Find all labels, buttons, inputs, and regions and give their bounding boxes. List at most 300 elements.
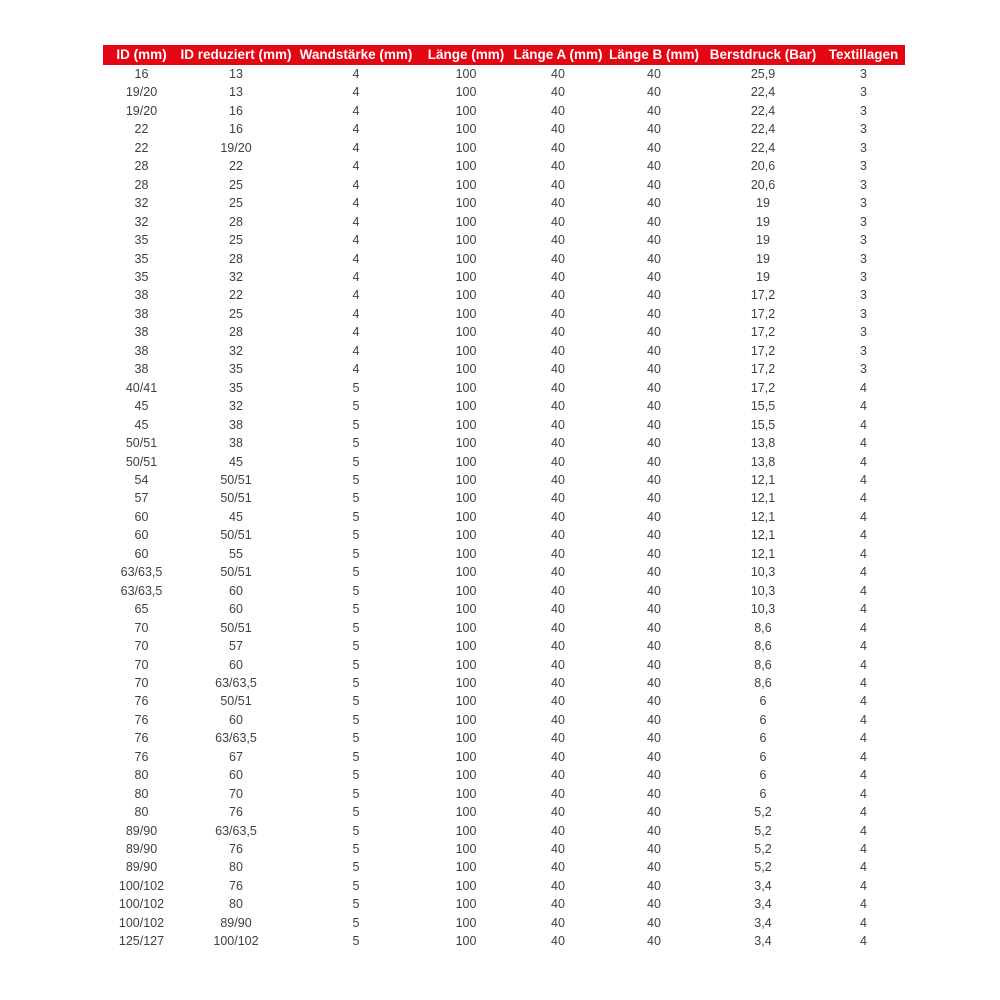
- table-cell: 4: [860, 694, 867, 709]
- table-row: [103, 785, 905, 803]
- table-cell: 40: [551, 934, 565, 949]
- table-cell: 40: [551, 251, 565, 266]
- table-cell: 60: [229, 602, 243, 617]
- table-cell: 4: [352, 325, 360, 340]
- table-cell: 5: [352, 583, 360, 598]
- header-row: [103, 45, 905, 65]
- table-cell: 40: [647, 491, 661, 506]
- table-cell: 40: [647, 196, 661, 211]
- table-cell: 4: [352, 67, 360, 81]
- table-cell: 5: [352, 934, 360, 949]
- table-cell: 3: [860, 214, 867, 229]
- table-row: [103, 102, 905, 120]
- table-cell: 40: [551, 805, 565, 820]
- table-cell: 20,6: [750, 177, 776, 192]
- table-cell: 5: [352, 786, 360, 801]
- table-cell: 76: [229, 878, 243, 893]
- table-cell: 5: [352, 694, 360, 709]
- column-header-5: Länge B (mm): [604, 45, 704, 65]
- table-cell: 40: [647, 897, 661, 912]
- table-cell: 40: [551, 509, 565, 524]
- table-cell: 32: [229, 399, 243, 414]
- table-cell: 35: [134, 269, 149, 284]
- table-cell: 5: [352, 528, 360, 543]
- table-cell: 4: [352, 103, 360, 118]
- table-cell: 76: [134, 712, 149, 727]
- table-cell: 5: [352, 675, 360, 690]
- column-header-3: Länge (mm): [420, 45, 512, 65]
- table-cell: 40: [647, 675, 661, 690]
- table-cell: 3: [860, 288, 867, 303]
- table-cell: 38: [229, 436, 243, 451]
- table-cell: 40: [647, 712, 661, 727]
- spec-table: [103, 45, 905, 951]
- table-cell: 40: [551, 878, 565, 893]
- table-cell: 40: [647, 436, 661, 451]
- table-row: [103, 342, 905, 360]
- table-cell: 57: [229, 639, 243, 654]
- table-cell: 80: [134, 805, 149, 820]
- table-cell: 10,3: [750, 602, 776, 617]
- table-cell: 19/20: [125, 85, 158, 100]
- table-cell: 100/102: [118, 897, 165, 912]
- table-cell: 100: [455, 269, 477, 284]
- table-cell: 3,4: [754, 878, 772, 893]
- table-cell: 100/102: [118, 915, 165, 930]
- table-cell: 76: [134, 731, 149, 746]
- table-cell: 4: [860, 380, 867, 395]
- table-row: [103, 526, 905, 544]
- table-row: [103, 379, 905, 397]
- table-cell: 40: [551, 786, 565, 801]
- table-cell: 40: [647, 878, 661, 893]
- table-cell: 63/63,5: [215, 731, 257, 746]
- table-cell: 40: [551, 454, 565, 469]
- table-cell: 38: [229, 417, 243, 432]
- table-cell: 40: [551, 67, 565, 81]
- table-cell: 4: [860, 712, 867, 727]
- table-cell: 4: [352, 251, 360, 266]
- table-cell: 5: [352, 491, 360, 506]
- table-row: [103, 895, 905, 913]
- table-cell: 40: [647, 934, 661, 949]
- table-row: [103, 932, 905, 950]
- table-cell: 16: [134, 67, 149, 81]
- table-cell: 40: [647, 159, 661, 174]
- table-cell: 5: [352, 639, 360, 654]
- table-row: [103, 323, 905, 341]
- table-cell: 100: [455, 103, 477, 118]
- table-cell: 40: [551, 675, 565, 690]
- table-cell: 100: [455, 583, 477, 598]
- table-cell: 40: [551, 823, 565, 838]
- table-row: [103, 194, 905, 212]
- table-cell: 40: [647, 749, 661, 764]
- table-cell: 4: [352, 159, 360, 174]
- table-cell: 67: [229, 749, 243, 764]
- table-row: [103, 748, 905, 766]
- table-cell: 4: [860, 491, 867, 506]
- column-header-0: ID (mm): [103, 45, 180, 65]
- table-cell: 70: [134, 675, 149, 690]
- table-cell: 40: [551, 85, 565, 100]
- table-cell: 4: [352, 177, 360, 192]
- table-cell: 4: [352, 85, 360, 100]
- table-cell: 40: [551, 233, 565, 248]
- table-row: [103, 840, 905, 858]
- table-cell: 40: [647, 325, 661, 340]
- table-cell: 38: [134, 288, 149, 303]
- table-cell: 5: [352, 749, 360, 764]
- table-cell: 22: [134, 122, 149, 137]
- table-cell: 40/41: [125, 380, 158, 395]
- table-cell: 3,4: [754, 897, 772, 912]
- table-cell: 40: [647, 343, 661, 358]
- table-cell: 70: [134, 657, 149, 672]
- table-cell: 100: [455, 454, 477, 469]
- table-cell: 3: [860, 251, 867, 266]
- table-cell: 38: [134, 325, 149, 340]
- table-cell: 6: [759, 712, 767, 727]
- table-cell: 40: [551, 159, 565, 174]
- table-cell: 28: [134, 177, 149, 192]
- table-cell: 40: [647, 565, 661, 580]
- table-cell: 4: [860, 915, 867, 930]
- table-cell: 16: [229, 103, 243, 118]
- table-cell: 4: [352, 288, 360, 303]
- table-cell: 3: [860, 103, 867, 118]
- table-cell: 100: [455, 620, 477, 635]
- table-cell: 60: [229, 712, 243, 727]
- table-cell: 40: [647, 823, 661, 838]
- table-cell: 8,6: [754, 639, 772, 654]
- table-row: [103, 692, 905, 710]
- table-row: [103, 360, 905, 378]
- table-cell: 3,4: [754, 915, 772, 930]
- table-row: [103, 434, 905, 452]
- table-cell: 8,6: [754, 675, 772, 690]
- table-cell: 22,4: [750, 85, 776, 100]
- table-cell: 25: [229, 233, 243, 248]
- table-cell: 25: [229, 177, 243, 192]
- table-cell: 12,1: [750, 491, 776, 506]
- table-cell: 40: [551, 712, 565, 727]
- table-cell: 55: [229, 546, 243, 561]
- table-cell: 50/51: [220, 472, 252, 487]
- table-cell: 4: [860, 860, 867, 875]
- table-cell: 100: [455, 915, 477, 930]
- table-cell: 70: [134, 639, 149, 654]
- table-row: [103, 600, 905, 618]
- table-cell: 13,8: [750, 454, 776, 469]
- table-cell: 13,8: [750, 436, 776, 451]
- table-cell: 4: [860, 528, 867, 543]
- table-cell: 100: [455, 509, 477, 524]
- table-cell: 50/51: [220, 620, 252, 635]
- table-cell: 3: [860, 362, 867, 377]
- table-cell: 63/63,5: [120, 565, 163, 580]
- table-cell: 40: [551, 343, 565, 358]
- table-cell: 5: [352, 565, 360, 580]
- table-cell: 4: [860, 897, 867, 912]
- table-cell: 40: [551, 528, 565, 543]
- table-cell: 40: [551, 122, 565, 137]
- table-cell: 45: [134, 417, 149, 432]
- table-cell: 4: [860, 934, 867, 949]
- table-cell: 54: [134, 472, 149, 487]
- table-cell: 100: [455, 85, 477, 100]
- table-cell: 40: [551, 103, 565, 118]
- table-cell: 40: [551, 749, 565, 764]
- table-cell: 40: [551, 583, 565, 598]
- table-cell: 100: [455, 417, 477, 432]
- table-cell: 100: [455, 491, 477, 506]
- table-cell: 5: [352, 768, 360, 783]
- table-cell: 40: [647, 177, 661, 192]
- table-cell: 40: [551, 620, 565, 635]
- table-cell: 76: [134, 749, 149, 764]
- table-cell: 50/51: [220, 491, 252, 506]
- table-cell: 100: [455, 122, 477, 137]
- table-cell: 100: [455, 233, 477, 248]
- table-row: [103, 139, 905, 157]
- table-row: [103, 508, 905, 526]
- table-cell: 100: [455, 731, 477, 746]
- table-cell: 40: [551, 915, 565, 930]
- table-cell: 5,2: [754, 823, 772, 838]
- table-cell: 5: [352, 897, 360, 912]
- table-cell: 4: [860, 602, 867, 617]
- table-cell: 40: [647, 768, 661, 783]
- table-cell: 6: [759, 694, 767, 709]
- table-row: [103, 286, 905, 304]
- table-cell: 4: [860, 436, 867, 451]
- table-cell: 3: [860, 140, 867, 155]
- table-cell: 100: [455, 786, 477, 801]
- table-cell: 5: [352, 712, 360, 727]
- table-cell: 45: [229, 454, 243, 469]
- table-cell: 4: [352, 362, 360, 377]
- table-cell: 8,6: [754, 620, 772, 635]
- table-cell: 16: [229, 122, 243, 137]
- table-cell: 5: [352, 731, 360, 746]
- table-cell: 40: [647, 620, 661, 635]
- table-cell: 4: [860, 417, 867, 432]
- table-cell: 17,2: [750, 325, 776, 340]
- table-cell: 60: [229, 768, 243, 783]
- table-cell: 40: [551, 140, 565, 155]
- table-cell: 19/20: [220, 140, 252, 155]
- table-cell: 25: [229, 306, 243, 321]
- table-row: [103, 803, 905, 821]
- table-cell: 40: [647, 546, 661, 561]
- table-cell: 100: [455, 159, 477, 174]
- table-cell: 50/51: [220, 565, 252, 580]
- table-cell: 19: [756, 251, 770, 266]
- table-cell: 40: [551, 380, 565, 395]
- table-row: [103, 545, 905, 563]
- table-cell: 60: [134, 546, 149, 561]
- table-cell: 4: [860, 472, 867, 487]
- table-cell: 40: [647, 583, 661, 598]
- table-cell: 4: [860, 639, 867, 654]
- table-cell: 100: [455, 878, 477, 893]
- table-cell: 76: [134, 694, 149, 709]
- table-cell: 89/90: [125, 860, 158, 875]
- table-cell: 50/51: [220, 528, 252, 543]
- table-cell: 6: [759, 786, 767, 801]
- table-cell: 40: [647, 380, 661, 395]
- column-header-6: Berstdruck (Bar): [704, 45, 822, 65]
- table-cell: 32: [229, 269, 243, 284]
- table-cell: 4: [352, 269, 360, 284]
- table-cell: 5: [352, 842, 360, 857]
- table-cell: 80: [229, 860, 243, 875]
- table-cell: 40: [647, 731, 661, 746]
- table-cell: 40: [551, 288, 565, 303]
- table-cell: 17,2: [750, 343, 776, 358]
- table-cell: 100: [455, 196, 477, 211]
- table-cell: 40: [551, 269, 565, 284]
- table-cell: 4: [860, 583, 867, 598]
- table-cell: 6: [759, 731, 767, 746]
- table-cell: 40: [647, 860, 661, 875]
- table-cell: 40: [647, 528, 661, 543]
- table-cell: 89/90: [125, 823, 158, 838]
- table-row: [103, 83, 905, 101]
- table-cell: 100: [455, 306, 477, 321]
- table-cell: 40: [647, 399, 661, 414]
- table-row: [103, 858, 905, 876]
- table-row: [103, 120, 905, 138]
- table-cell: 19/20: [125, 103, 158, 118]
- table-cell: 3: [860, 343, 867, 358]
- table-cell: 63/63,5: [120, 583, 163, 598]
- table-row: [103, 157, 905, 175]
- table-cell: 40: [551, 362, 565, 377]
- table-cell: 3: [860, 196, 867, 211]
- table-cell: 4: [352, 233, 360, 248]
- table-cell: 4: [860, 657, 867, 672]
- table-cell: 4: [352, 343, 360, 358]
- table-cell: 76: [229, 842, 243, 857]
- table-cell: 40: [647, 85, 661, 100]
- table-cell: 100: [455, 362, 477, 377]
- table-cell: 10,3: [750, 565, 776, 580]
- table-row: [103, 822, 905, 840]
- table-cell: 3: [860, 233, 867, 248]
- table-cell: 40: [551, 639, 565, 654]
- table-cell: 76: [229, 805, 243, 820]
- table-cell: 40: [551, 306, 565, 321]
- table-cell: 57: [134, 491, 149, 506]
- table-cell: 40: [551, 842, 565, 857]
- table-cell: 40: [647, 67, 661, 81]
- table-cell: 100: [455, 823, 477, 838]
- table-cell: 4: [860, 675, 867, 690]
- table-cell: 100: [455, 436, 477, 451]
- table-cell: 19: [756, 269, 770, 284]
- table-row: [103, 213, 905, 231]
- table-cell: 40: [551, 694, 565, 709]
- table-cell: 12,1: [750, 528, 776, 543]
- table-cell: 50/51: [220, 694, 252, 709]
- table-cell: 100: [455, 602, 477, 617]
- table-cell: 22,4: [750, 103, 776, 118]
- table-cell: 3: [860, 67, 867, 81]
- table-cell: 22: [134, 140, 149, 155]
- table-cell: 100: [455, 934, 477, 949]
- table-cell: 5: [352, 657, 360, 672]
- table-cell: 5: [352, 380, 360, 395]
- table-cell: 5,2: [754, 842, 772, 857]
- table-row: [103, 674, 905, 692]
- table-cell: 40: [551, 731, 565, 746]
- table-cell: 40: [647, 103, 661, 118]
- table-cell: 35: [134, 233, 149, 248]
- table-row: [103, 489, 905, 507]
- table-row: [103, 637, 905, 655]
- table-cell: 35: [229, 380, 243, 395]
- table-cell: 100: [455, 565, 477, 580]
- table-cell: 100: [455, 694, 477, 709]
- table-cell: 4: [860, 731, 867, 746]
- table-cell: 12,1: [750, 509, 776, 524]
- table-cell: 100: [455, 897, 477, 912]
- table-cell: 15,5: [750, 417, 776, 432]
- table-cell: 40: [647, 214, 661, 229]
- table-cell: 4: [860, 786, 867, 801]
- table-cell: 40: [647, 362, 661, 377]
- table-cell: 17,2: [750, 288, 776, 303]
- table-cell: 89/90: [125, 842, 158, 857]
- table-cell: 5: [352, 602, 360, 617]
- table-cell: 19: [756, 196, 770, 211]
- table-cell: 60: [229, 657, 243, 672]
- table-cell: 100: [455, 528, 477, 543]
- table-cell: 32: [229, 343, 243, 358]
- table-cell: 100: [455, 67, 477, 81]
- table-cell: 4: [860, 749, 867, 764]
- table-cell: 5: [352, 546, 360, 561]
- table-cell: 100/102: [118, 878, 165, 893]
- table-cell: 40: [647, 509, 661, 524]
- table-cell: 13: [229, 67, 243, 81]
- table-cell: 80: [134, 768, 149, 783]
- table-row: [103, 877, 905, 895]
- table-cell: 100: [455, 399, 477, 414]
- table-cell: 40: [551, 196, 565, 211]
- table-cell: 70: [229, 786, 243, 801]
- table-cell: 100: [455, 177, 477, 192]
- table-cell: 4: [352, 306, 360, 321]
- table-cell: 40: [647, 915, 661, 930]
- table-cell: 100: [455, 805, 477, 820]
- table-cell: 63/63,5: [215, 675, 257, 690]
- table-cell: 38: [134, 343, 149, 358]
- table-cell: 40: [551, 417, 565, 432]
- table-row: [103, 65, 905, 83]
- table-row: [103, 471, 905, 489]
- table-cell: 40: [647, 122, 661, 137]
- table-cell: 12,1: [750, 472, 776, 487]
- table-cell: 5: [352, 915, 360, 930]
- table-cell: 3: [860, 177, 867, 192]
- table-row: [103, 656, 905, 674]
- table-cell: 40: [647, 306, 661, 321]
- table-cell: 4: [860, 842, 867, 857]
- table-cell: 5: [352, 620, 360, 635]
